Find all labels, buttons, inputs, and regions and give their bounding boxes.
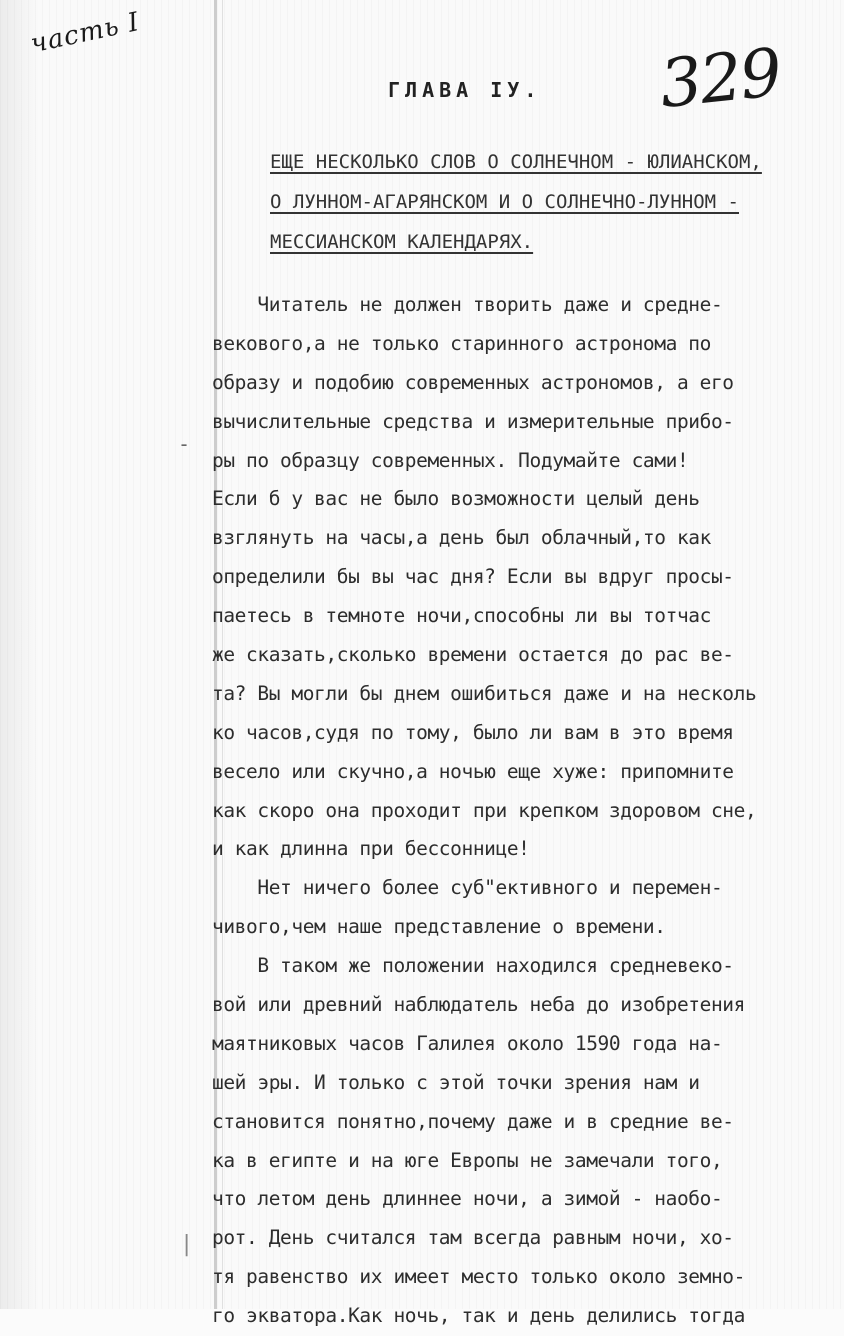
handwritten-part-label: часть I (28, 7, 143, 60)
chapter-heading (270, 142, 840, 262)
heading-line: МЕССИАНСКОМ КАЛЕНДАРЯХ. (270, 231, 534, 253)
margin-tick-mark: | (180, 1232, 194, 1257)
text-line: что летом день длиннее ночи, а зимой - наобо- (212, 1187, 723, 1211)
text-line: же сказать,сколько времени остается до рас ве- (212, 643, 734, 667)
text-line: паетесь в темноте ночи,способны ли вы тотчас (212, 604, 711, 628)
text-line: Нет ничего более суб"ективного и перемен- (212, 876, 723, 900)
text-line: та? Вы могли бы днем ошибиться даже и на несколь (212, 681, 757, 705)
text-line: как скоро она проходит при крепком здоровом сне, (212, 798, 757, 822)
text-line: ка в египте и на юге Европы не замечали того, (212, 1148, 723, 1172)
margin-dash-mark: - (178, 432, 191, 456)
chapter-title: ГЛАВА IУ. (388, 78, 542, 102)
text-line: весело или скучно,а ночью еще хуже: припомните (212, 759, 734, 783)
text-line: шей эры. И только с этой точки зрения нам и (212, 1070, 700, 1094)
text-line: ко часов,судя по тому, было ли вам в это время (212, 720, 734, 744)
text-line: взглянуть на часы,а день был облачный,то как (212, 526, 711, 550)
heading-line: О ЛУННОМ-АГАРЯНСКОМ И О СОЛНЕЧНО-ЛУННОМ - (270, 191, 739, 213)
text-line: вычислительные средства и измерительные прибо- (212, 409, 734, 433)
text-line: образу и подобию современных астрономов, а его (212, 370, 734, 394)
text-line: маятниковых часов Галилея около 1590 года на- (212, 1031, 723, 1055)
text-line: вой или древний наблюдатель неба до изобретения (212, 993, 745, 1017)
text-line: В таком же положении находился средневеко- (212, 954, 734, 978)
heading-line: ЕЩЕ НЕСКОЛЬКО СЛОВ О СОЛНЕЧНОМ - ЮЛИАНСКОМ, (270, 151, 762, 173)
text-line: векового,а не только старинного астронома по (212, 331, 711, 355)
text-line: го экватора.Как ночь, так и день делились тогда (212, 1304, 745, 1328)
text-line: Если б у вас не было возможности целый день (212, 487, 700, 511)
text-line: определили бы вы час дня? Если вы вдруг просы- (212, 565, 734, 589)
text-line: и как длинна при бессоннице! (212, 837, 530, 861)
text-line: тя равенство их имеет место только около земно- (212, 1265, 745, 1289)
text-line: ры по образцу современных. Подумайте сами! (212, 448, 689, 472)
handwritten-page-number: 329 (656, 33, 784, 124)
body-text (212, 286, 844, 1336)
text-line: рот. День считался там всегда равным ночи, хо- (212, 1226, 734, 1250)
text-line: Читатель не должен творить даже и средне- (212, 293, 723, 316)
text-line: становится понятно,почему даже и в средние ве- (212, 1109, 734, 1133)
text-line: чивого,чем наше представление о времени. (212, 915, 666, 939)
